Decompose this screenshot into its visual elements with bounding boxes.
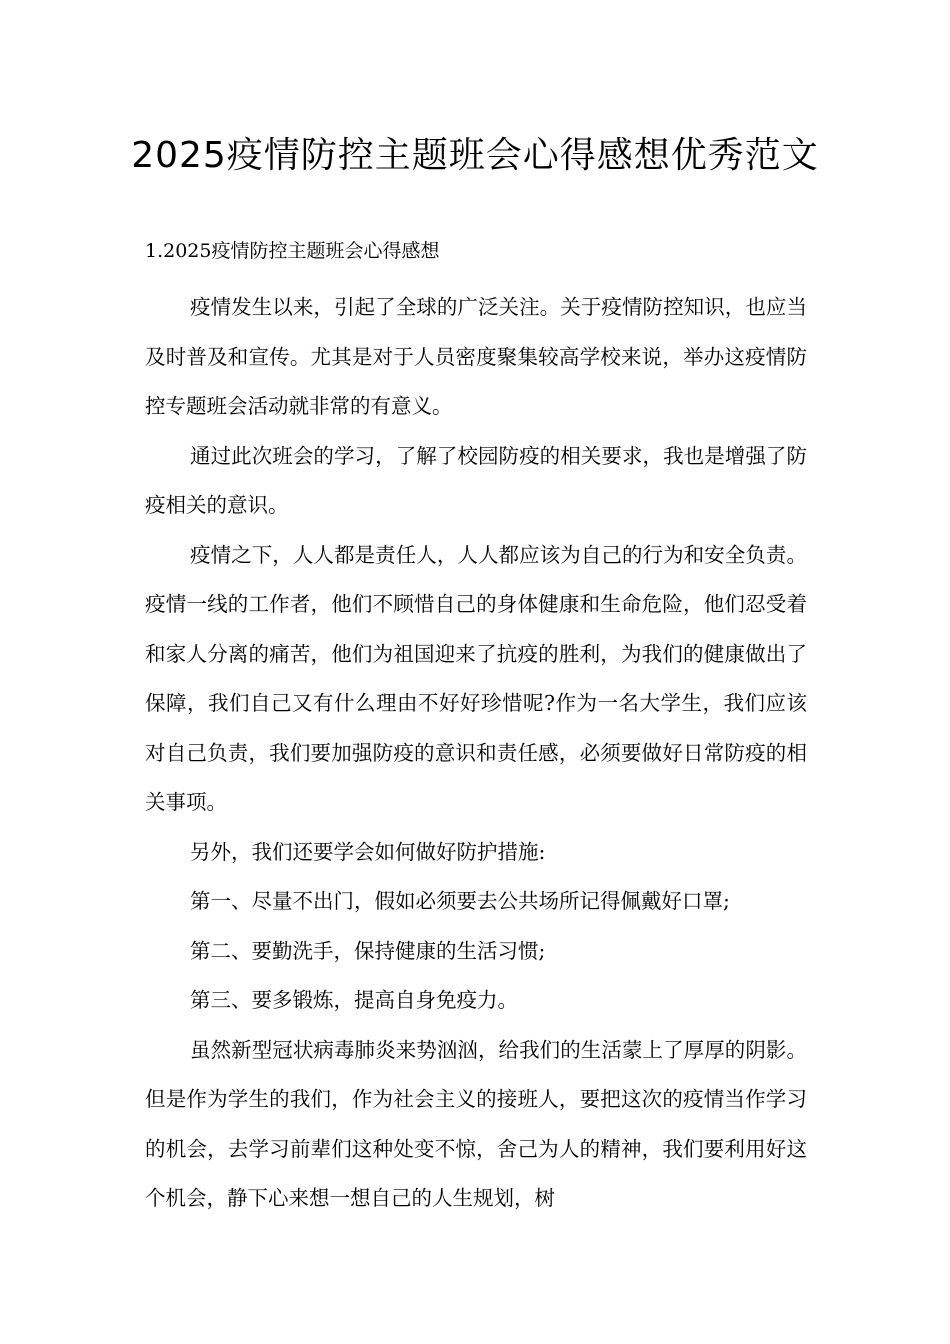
list-item: 第三、要多锻炼，提高自身免疫力。 — [190, 988, 518, 1012]
paragraph: 疫情之下，人人都是责任人，人人都应该为自己的行为和安全负责。疫情一线的工作者，他们不顾惜自己的身体健康和生命危险，他们忍受着和家人分离的痛苦，他们为祖国迎来了抗疫的胜利，为我们的健康做出了保障，我们自己又有什么理由不好好珍惜呢?作为一名大学生，我们应该对自己负责，我们要加强防疫的意识和责任感，必须要做好日常防疫的相关事项。 — [145, 542, 807, 814]
document-body — [145, 283, 807, 1224]
list-item: 第一、尽量不出门，假如必须要去公共场所记得佩戴好口罩; — [190, 889, 730, 913]
document-title: 2025疫情防控主题班会心得感想优秀范文 — [131, 135, 819, 176]
paragraph: 另外，我们还要学会如何做好防护措施: — [190, 839, 546, 864]
list-item: 第二、要勤洗手，保持健康的生活习惯; — [190, 938, 546, 963]
paragraph: 疫情发生以来，引起了全球的广泛关注。关于疫情防控知识，也应当及时普及和宣传。尤其是对于人员密度聚集较高学校来说，举办这疫情防控专题班会活动就非常的有意义。 — [145, 295, 807, 418]
paragraph: 通过此次班会的学习，了解了校园防疫的相关要求，我也是增强了防疫相关的意识。 — [145, 443, 807, 517]
section-heading: 1.2025疫情防控主题班会心得感想 — [145, 240, 440, 262]
paragraph: 虽然新型冠状病毒肺炎来势汹汹，给我们的生活蒙上了厚厚的阴影。但是作为学生的我们，作为社会主义的接班人，要把这次的疫情当作学习的机会，去学习前辈们这种处变不惊，舍己为人的精神，我们要利用好这个机会，静下心来想一想自己的人生规划，树 — [145, 1037, 807, 1210]
